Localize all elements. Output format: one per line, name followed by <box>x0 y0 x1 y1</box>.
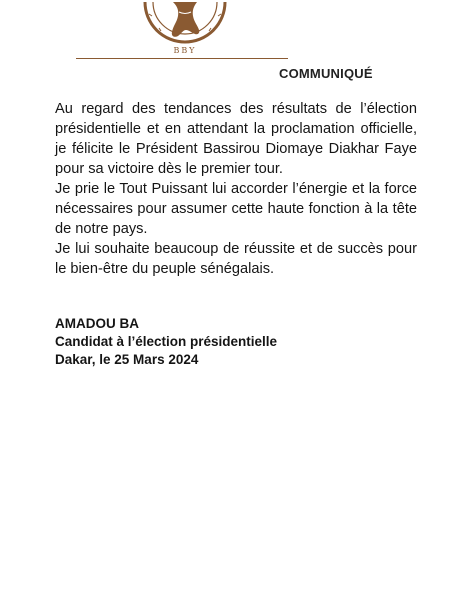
horse-head-icon <box>139 0 231 58</box>
paragraph-1: Au regard des tendances des résultats de l’élection présidentielle et en attendant la proclamation officielle, je félicite le Président Bassirou Diomaye Diakhar Faye pour sa victoire dès le premier tour. <box>55 101 417 177</box>
paragraph-2: Je prie le Tout Puissant lui accorder l’énergie et la force nécessaires pour assumer cette haute fonction à la tête de notre pays. <box>55 181 417 237</box>
signatory-role: Candidat à l’élection présidentielle <box>55 334 278 349</box>
paragraph-3: Je lui souhaite beaucoup de réussite et de succès pour le bien-être du peuple sénégalais. <box>55 241 417 277</box>
place-and-date: Dakar, le 25 Mars 2024 <box>55 352 199 367</box>
campaign-seal-logo <box>139 0 231 58</box>
document-title: COMMUNIQUÉ <box>279 66 373 81</box>
signatory-name: AMADOU BA <box>55 316 139 331</box>
header-divider <box>76 58 288 59</box>
seal-text-bottom: BBY <box>173 46 197 55</box>
signature-block <box>55 315 277 369</box>
statement-body <box>55 99 417 279</box>
